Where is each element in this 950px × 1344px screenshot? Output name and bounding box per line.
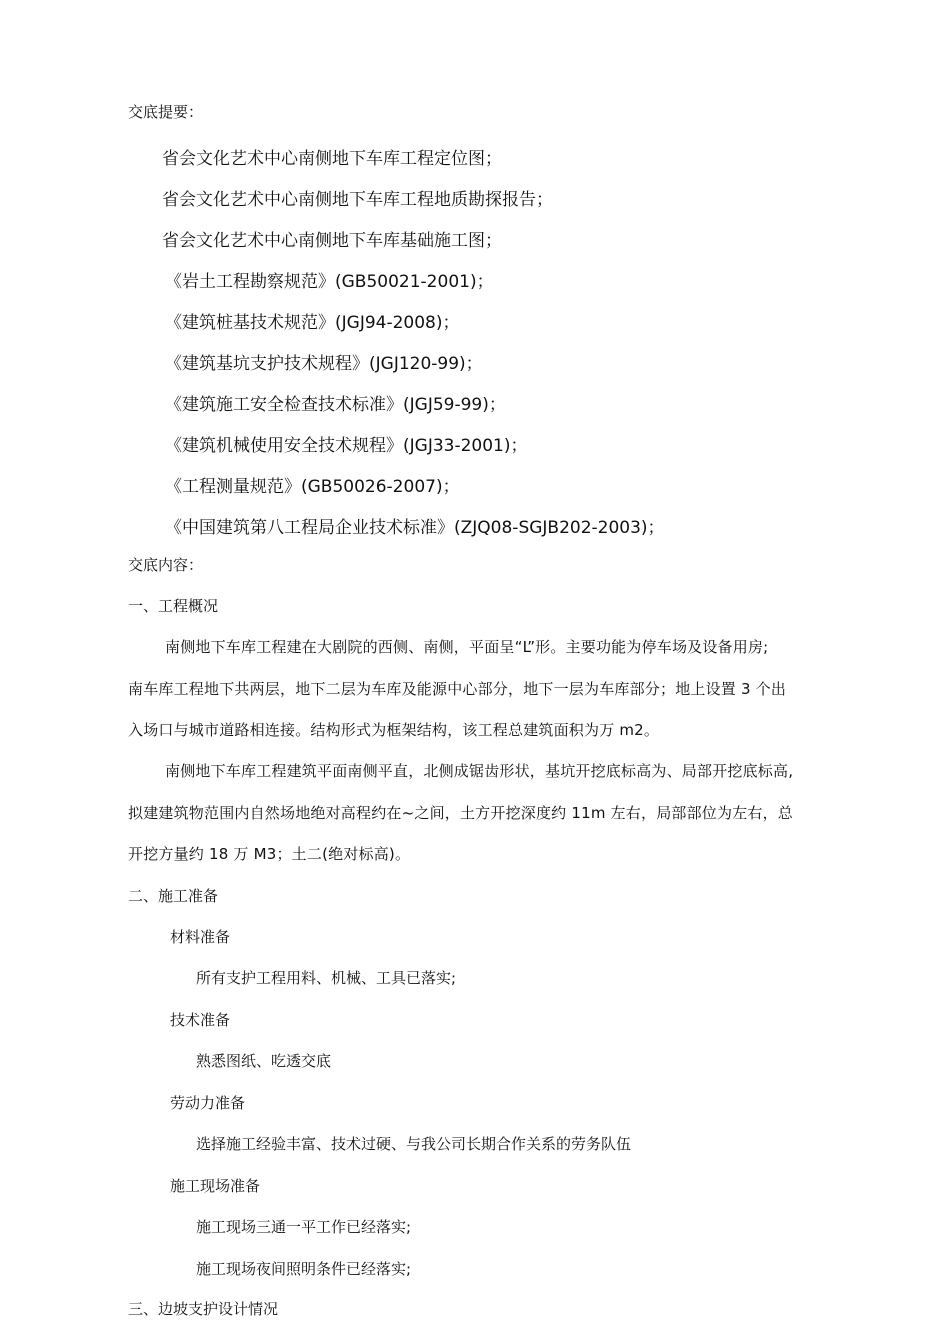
summary-item: 《工程测量规范》(GB50026-2007)； [165, 477, 460, 497]
subsection-item: 施工现场三通一平工作已经落实; [196, 1218, 412, 1236]
summary-item: 省会文化艺术中心南侧地下车库基础施工图； [162, 231, 502, 251]
summary-item: 《岩土工程勘察规范》(GB50021-2001)； [165, 272, 494, 292]
summary-item: 《建筑基坑支护技术规程》(JGJ120-99)； [165, 354, 483, 374]
subsection-title: 施工现场准备 [170, 1177, 261, 1195]
subsection-title: 技术准备 [170, 1011, 231, 1029]
section-title-preparation: 二、施工准备 [128, 887, 219, 905]
subsection-item: 施工现场夜间照明条件已经落实; [196, 1260, 412, 1278]
summary-item: 省会文化艺术中心南侧地下车库工程地质勘探报告； [162, 190, 553, 210]
paragraph-line: 南车库工程地下共两层，地下二层为车库及能源中心部分，地下一层为车库部分；地上设置 3 个出 [128, 680, 787, 698]
summary-item: 《建筑机械使用安全技术规程》(JGJ33-2001)； [165, 436, 528, 456]
summary-item: 《建筑施工安全检查技术标准》(JGJ59-99)； [165, 395, 506, 415]
summary-item: 《建筑桩基技术规范》(JGJ94-2008)； [165, 313, 460, 333]
subsection-title: 劳动力准备 [170, 1094, 246, 1112]
content-heading: 交底内容： [128, 556, 204, 574]
paragraph-line: 入场口与城市道路相连接。结构形式为框架结构，该工程总建筑面积为万 m2。 [128, 721, 660, 739]
paragraph-line: 南侧地下车库工程建在大剧院的西侧、南侧，平面呈“L”形。主要功能为停车场及设备用房; [165, 638, 769, 656]
subsection-title: 材料准备 [170, 928, 231, 946]
section-title-slope-support: 三、边坡支护设计情况 [128, 1300, 279, 1318]
paragraph-line: 开挖方量约 18 万 M3；土二(绝对标高)。 [128, 845, 411, 863]
paragraph-line: 拟建建筑物范围内自然场地绝对高程约在~之间，土方开挖深度约 11m 左右，局部部位为左右，总 [128, 804, 794, 822]
paragraph-line: 南侧地下车库工程建筑平面南侧平直，北侧成锯齿形状，基坑开挖底标高为、局部开挖底标高, [165, 762, 794, 780]
subsection-item: 选择施工经验丰富、技术过硬、与我公司长期合作关系的劳务队伍 [196, 1135, 632, 1153]
section-title-overview: 一、工程概况 [128, 597, 219, 615]
subsection-item: 熟悉图纸、吃透交底 [196, 1052, 332, 1070]
summary-item: 《中国建筑第八工程局企业技术标准》(ZJQ08-SGJB202-2003)； [165, 518, 665, 538]
summary-heading: 交底提要： [128, 103, 204, 121]
summary-item: 省会文化艺术中心南侧地下车库工程定位图； [162, 149, 502, 169]
subsection-item: 所有支护工程用料、机械、工具已落实; [196, 969, 457, 987]
